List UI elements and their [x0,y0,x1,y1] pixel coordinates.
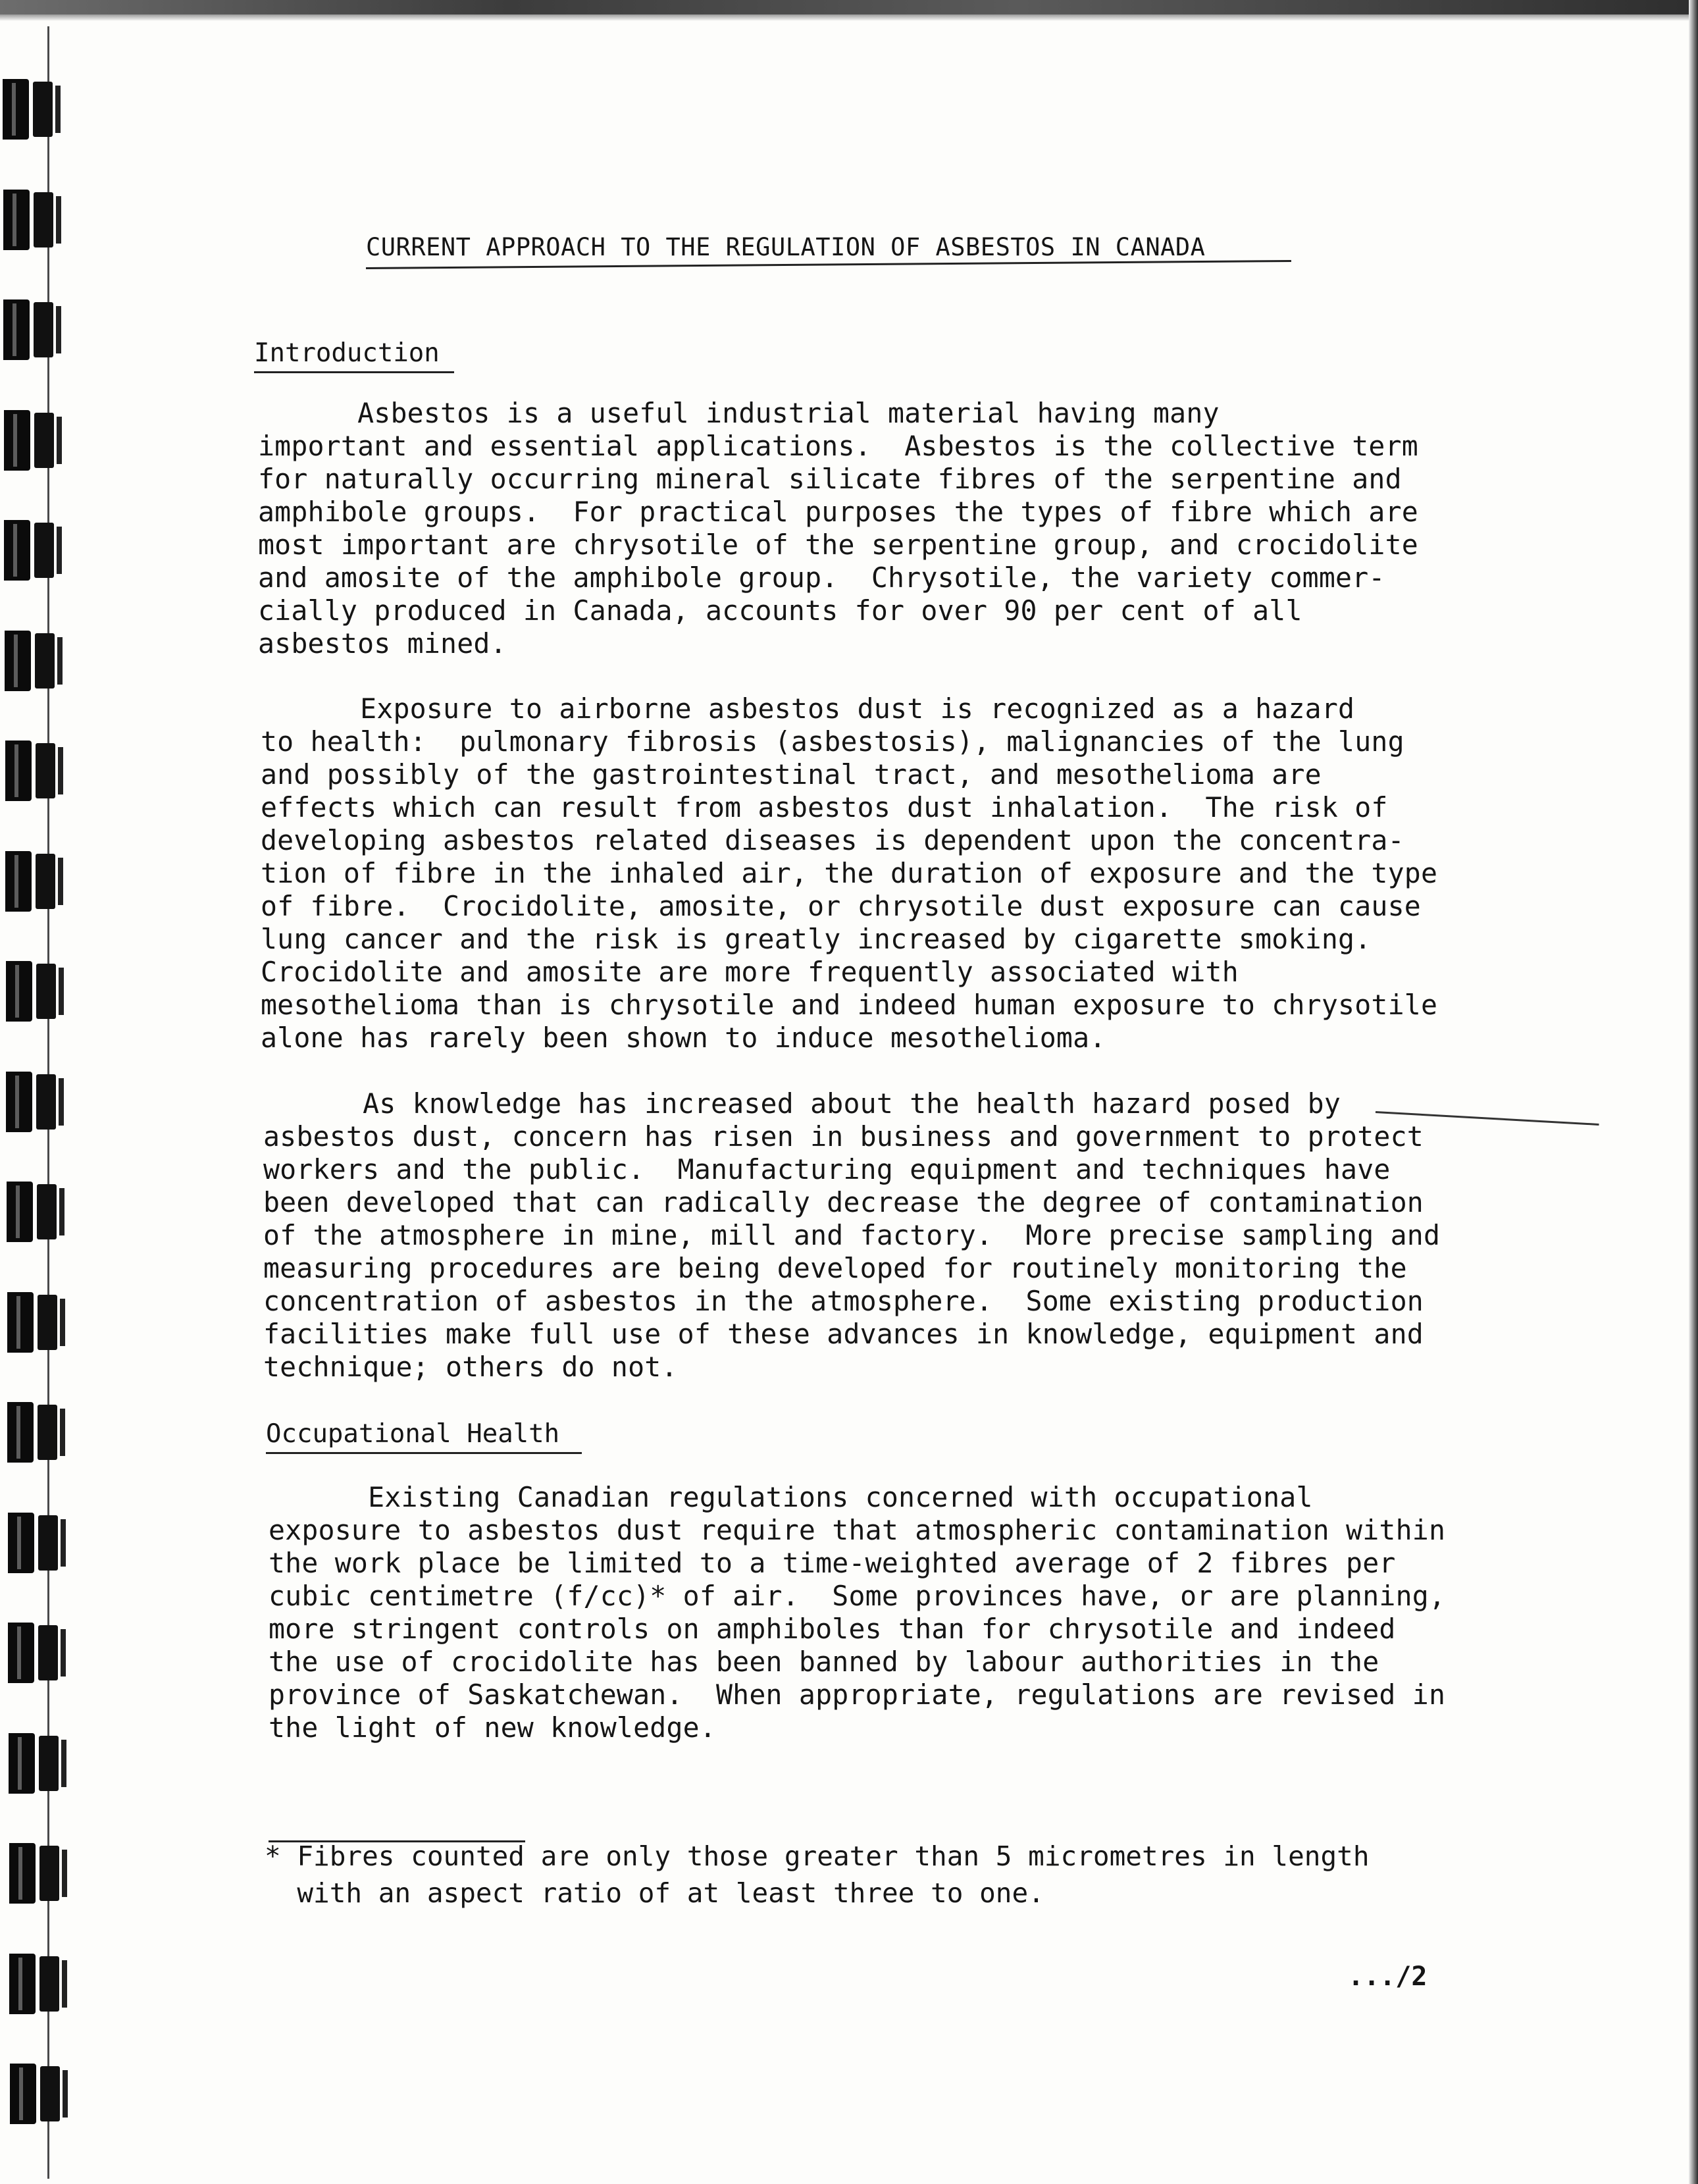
title-underline [366,260,1291,269]
binding-coil [9,1843,72,1904]
binding-coil [3,79,66,140]
footnote: * Fibres counted are only those greater than 5 micrometres in length with an aspect ratio of at least three to one. [265,1840,1370,1909]
binding-coil [9,1733,72,1794]
spiral-binding [0,0,86,2184]
binding-coil [3,299,66,360]
scan-top-shadow [0,14,1698,21]
document-title: CURRENT APPROACH TO THE REGULATION OF ASBESTOS IN CANADA [366,233,1206,261]
binding-coil [7,1182,70,1242]
binding-coil [4,410,67,471]
binding-coil [7,1402,70,1463]
paragraph-intro-1: Asbestos is a useful industrial material having many important and essential applications. Asbestos is the collective term for naturally occurring mineral silicate fibres of the serpentine and amphibole groups. For practical purposes the types of fibre which are most important are chrysotile of the serpentine group, and crocidolite and amosite of the amphibole group. Chrysotile, the variety commer- cially produced in Canada, accounts for over 90 per cent of all asbestos mined. [258,397,1418,660]
binding-coil [5,851,68,912]
binding-coil [6,1072,69,1132]
binding-coil [10,2064,73,2124]
scan-right-edge [1689,0,1698,2184]
scan-top-edge [0,0,1698,14]
section-heading-occupational-health: Occupational Health [266,1419,560,1449]
binding-coil [9,1954,72,2014]
page-continuation-marker: .../2 [1348,1962,1428,1992]
binding-coil [3,190,66,250]
binding-coil [7,1292,70,1353]
heading-underline-introduction [254,371,454,373]
binding-coil [6,961,69,1022]
binding-coil [8,1513,71,1573]
paragraph-intro-3: As knowledge has increased about the health hazard posed by asbestos dust, concern has risen in business and government to protect workers and the public. Manufacturing equipment and techniques have been developed that can radically decrease the degree of contamination of the atmosphere in mine, mill and factory. More precise sampling and measuring procedures are being developed for routinely monitoring the concentration of asbestos in the atmosphere. Some existing production facilities make full use of these advances in knowledge, equipment and technique; others do not. [263,1087,1441,1383]
section-heading-introduction: Introduction [254,338,440,368]
binding-coil [4,520,67,581]
heading-underline-occupational-health [266,1452,582,1454]
paragraph-intro-2: Exposure to airborne asbestos dust is recognized as a hazard to health: pulmonary fibrosis (asbestosis), malignancies of the lung and possibly of the gastrointestinal tract, and mesothelioma are effects which can result from asbestos dust inhalation. The risk of developing asbestos related diseases is dependent upon the concentra- tion of fibre in the inhaled air, the duration of exposure and the type of fibre. Crocidolite, amosite, or chrysotile dust exposure can cause lung cancer and the risk is greatly increased by cigarette smoking. Crocidolite and amosite are more frequently associated with mesothelioma than is chrysotile and indeed human exposure to chrysotile alone has rarely been shown to induce mesothelioma. [261,692,1438,1054]
binding-coil [5,741,68,801]
paragraph-occupational-1: Existing Canadian regulations concerned with occupational exposure to asbestos dust require that atmospheric contamination within the work place be limited to a time-weighted average of 2 fibres per cubic centimetre (f/cc)* of air. Some provinces have, or are planning, more stringent controls on amphiboles than for chrysotile and indeed the use of crocidolite has been banned by labour authorities in the province of Saskatchewan. When appropriate, regulations are revised in the light of new knowledge. [269,1481,1446,1744]
binding-coil [5,631,68,691]
binding-coil [8,1623,71,1683]
